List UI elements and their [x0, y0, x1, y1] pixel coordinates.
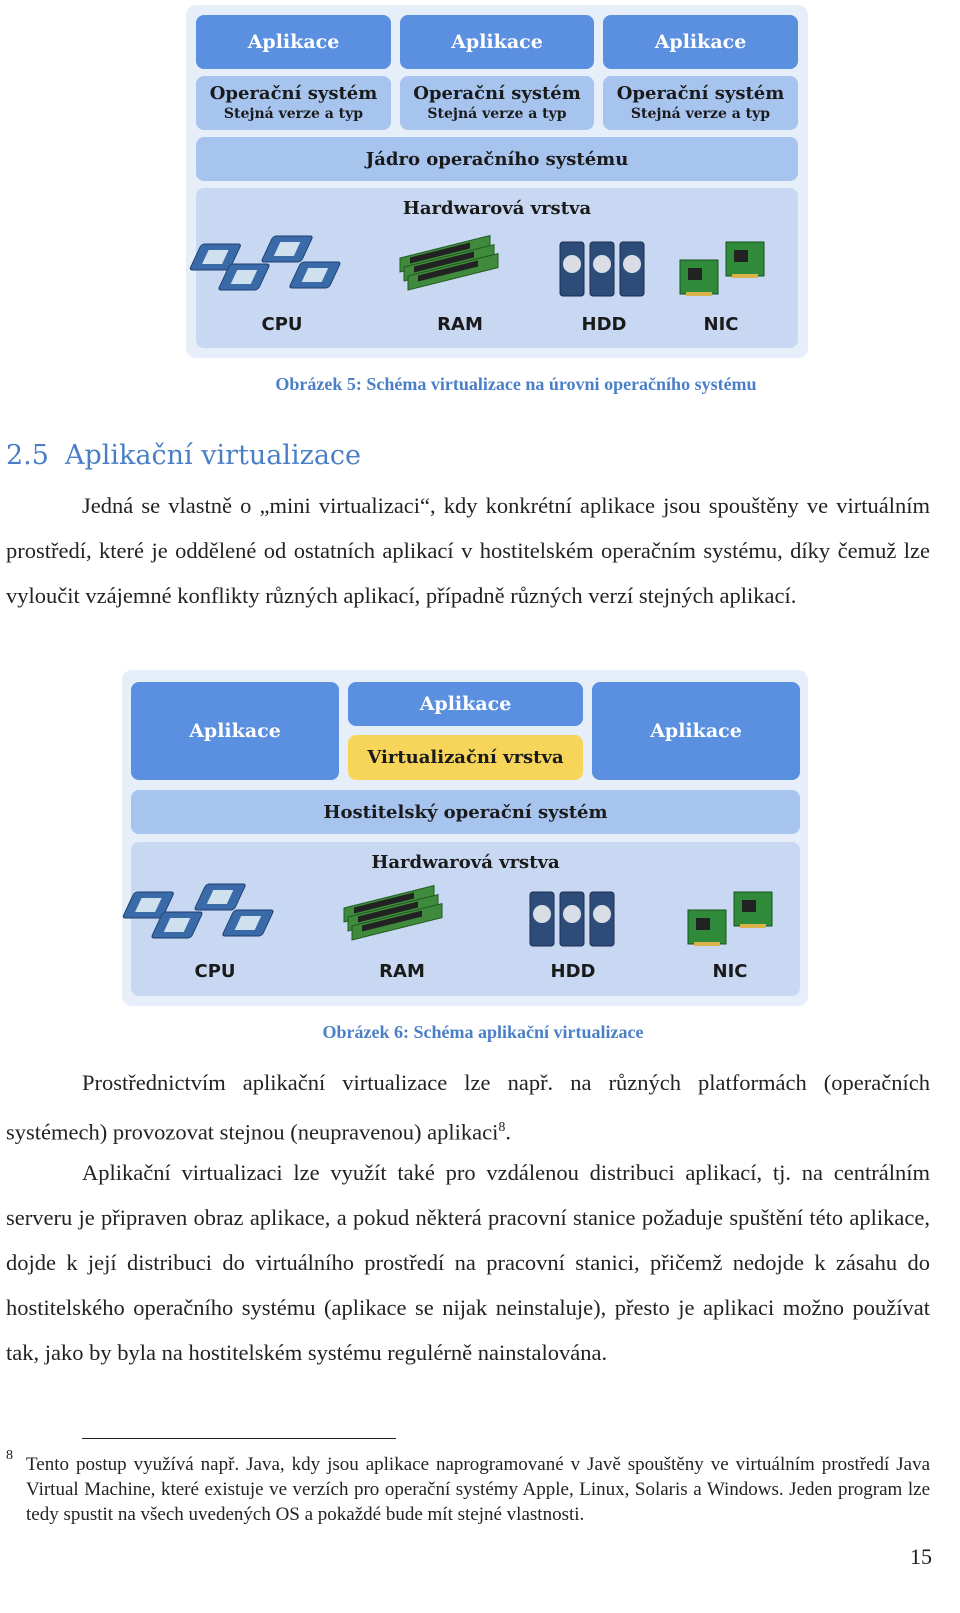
fig6-app-mid: Aplikace [348, 682, 583, 726]
hdd-icon [560, 242, 650, 302]
footnote-mark: 8 [6, 1448, 13, 1463]
fig6-host-os-box: Hostitelský operační systém [131, 790, 800, 834]
fig5-label-ram: RAM [437, 314, 483, 335]
footnote-reference[interactable]: 8 [498, 1120, 506, 1135]
os-subtitle: Stejná verze a typ [223, 106, 364, 122]
fig6-app-left: Aplikace [131, 682, 339, 780]
paragraph-3: Aplikační virtualizaci lze využít také pro vzdálenou distribuci aplikací, tj. na centrálním serveru je připraven obraz aplikace, a pokud některá pracovní stanice požaduje spuštění této aplikace, dojde k její distribuci do virtuálního prostředí na pracovní stanici, přičemž nedojde k zásahu do hostitelského operačního systému (aplikace se nijak neinstaluje), přesto je aplikaci možno používat tak, jako by byla na hostitelském systému regulérně nainstalována. [6, 1160, 930, 1365]
fig5-app-box-1: Aplikace [196, 15, 391, 69]
section-title: Aplikační virtualizace [64, 440, 362, 471]
paragraph-2-text: Prostřednictvím aplikační virtualizace lze např. na různých platformách (operačních systémech) provozovat stejnou (neupravenou) aplikaci [6, 1070, 930, 1145]
os-subtitle: Stejná verze a typ [630, 106, 771, 122]
page-number: 15 [910, 1544, 932, 1569]
fig5-os-box-3 [603, 76, 798, 130]
nic-icon [680, 242, 770, 302]
fig5-app-box-3: Aplikace [603, 15, 798, 69]
fig5-app-box-2: Aplikace [400, 15, 594, 69]
fig5-kernel-box: Jádro operačního systému [196, 137, 798, 181]
os-subtitle: Stejná verze a typ [427, 106, 567, 122]
cpu-icon [138, 880, 298, 950]
ram-icon [344, 886, 444, 946]
figure5-caption: Obrázek 5: Schéma virtualizace na úrovni operačního systému [275, 374, 757, 394]
fig5-os-box-2 [400, 76, 594, 130]
nic-icon [688, 892, 778, 952]
os-title: Operační systém [209, 83, 378, 104]
fig6-label-ram: RAM [379, 961, 425, 982]
os-title: Operační systém [616, 83, 785, 104]
fig6-label-nic: NIC [712, 961, 748, 982]
fig5-label-cpu: CPU [261, 314, 303, 335]
paragraph-2 [6, 1060, 930, 1155]
cpu-icon [205, 232, 365, 302]
figure6-caption: Obrázek 6: Schéma aplikační virtualizace [322, 1022, 644, 1042]
fig6-app-right: Aplikace [592, 682, 800, 780]
fig6-label-cpu: CPU [194, 961, 236, 982]
os-title: Operační systém [413, 83, 581, 104]
fig6-hardware-box: Hardwarová vrstva [131, 842, 800, 996]
footnote-text: Tento postup využívá např. Java, kdy jsou aplikace naprogramované v Javě spouštěny ve virtuálním prostředí Java Virtual Machine, které existuje ve verzích pro operační systémy Apple, Linux, Solaris a Windows. Jeden program lze tedy spustit na všech uvedených OS a pokaždé bude mít stejné vlastnosti. [26, 1454, 930, 1525]
fig6-virtualization-layer: Virtualizační vrstva [348, 735, 583, 780]
fig6-label-hdd: HDD [550, 961, 596, 982]
ram-icon [400, 236, 500, 296]
hdd-icon [530, 892, 620, 952]
fig5-os-box-1 [196, 76, 391, 130]
fig5-label-hdd: HDD [581, 314, 627, 335]
section-number: 2.5 [6, 440, 49, 471]
footnote-rule [82, 1438, 396, 1439]
fig5-hardware-box: Hardwarová vrstva [196, 188, 798, 348]
fig5-label-nic: NIC [703, 314, 739, 335]
paragraph-1: Jedná se vlastně o „mini virtualizaci“, kdy konkrétní aplikace jsou spouštěny ve virtuálním prostředí, které je oddělené od ostatních aplikací v hostitelském operačním systému, díky čemuž lze vyloučit vzájemné konflikty různých aplikací, případně různých verzí stejných aplikací. [6, 493, 930, 608]
paragraph-2-end: . [505, 1119, 511, 1145]
section-heading [6, 440, 361, 471]
